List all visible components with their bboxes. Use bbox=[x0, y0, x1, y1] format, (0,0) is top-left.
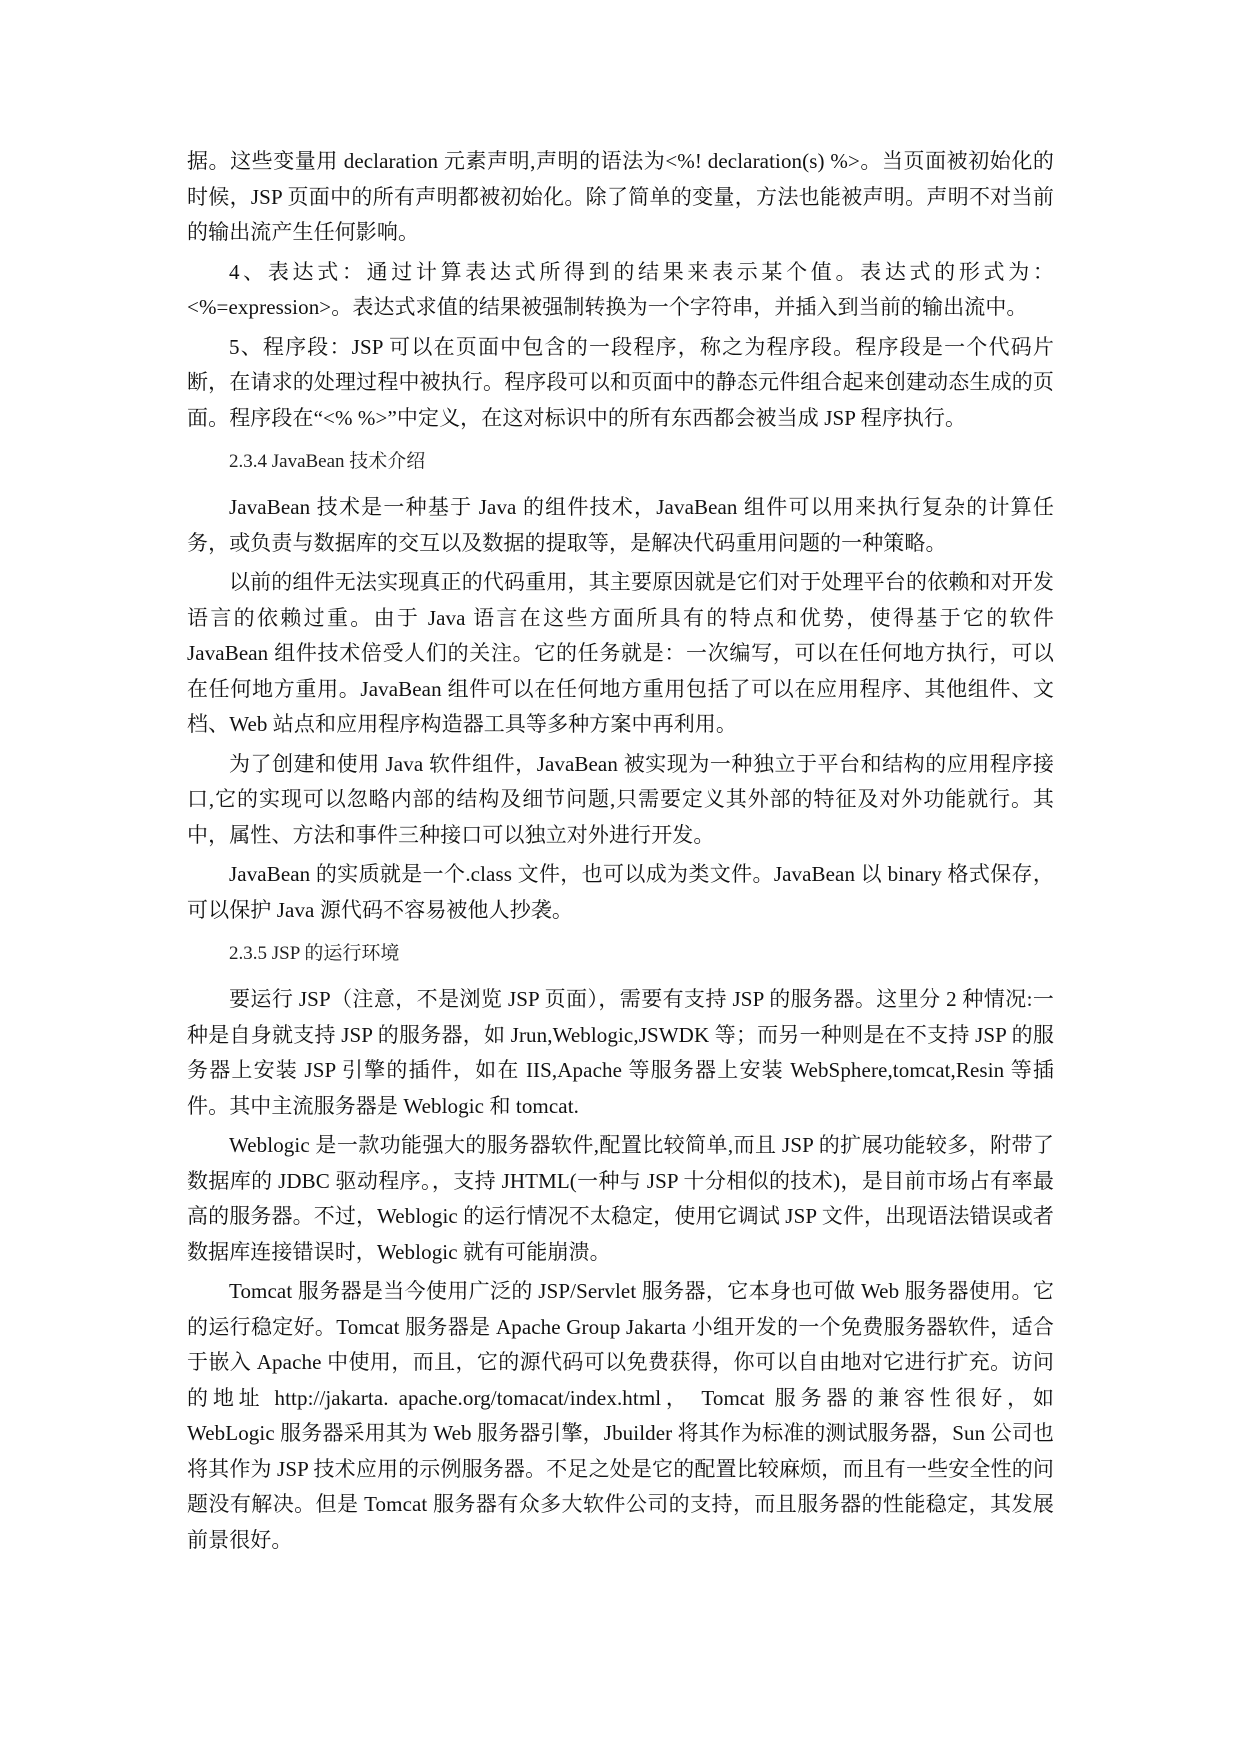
paragraph-declaration-continued: 据。这些变量用 declaration 元素声明,声明的语法为<%! declaration(s) %>。当页面被初始化的时候，JSP 页面中的所有声明都被初始化。除了简单的变量，方法也能被声明。声明不对当前的输出流产生任何影响。 bbox=[187, 149, 1054, 244]
paragraph-tomcat: Tomcat 服务器是当今使用广泛的 JSP/Servlet 服务器，它本身也可做 Web 服务器使用。它的运行稳定好。Tomcat 服务器是 Apache Group Jakarta 小组开发的一个免费服务器软件，适合于嵌入 Apache 中使用，而且，它的源代码可以免费获得，你可以自由地对它进行扩充。访问的地址 http://jakarta. apache.org/tomacat/index.html， Tomcat 服务器的兼容性很好，如 WebLogic 服务器采用其为 Web 服务器引擎，Jbuilder 将其作为标准的测试服务器，Sun 公司也将其作为 JSP 技术应用的示例服务器。不足之处是它的配置比较麻烦，而且有一些安全性的问题没有解决。但是 Tomcat 服务器有众多大软件公司的支持，而且服务器的性能稳定，其发展前景很好。 bbox=[187, 1279, 1054, 1552]
section-heading-jsp-environment: 2.3.5 JSP 的运行环境 bbox=[229, 943, 400, 964]
document-body bbox=[187, 144, 1054, 1562]
paragraph-javabean-intro: JavaBean 技术是一种基于 Java 的组件技术，JavaBean 组件可以用来执行复杂的计算任务，或负责与数据库的交互以及数据的提取等，是解决代码重用问题的一种策略。 bbox=[187, 495, 1054, 555]
paragraph-scriptlet: 5、程序段：JSP 可以在页面中包含的一段程序，称之为程序段。程序段是一个代码片断，在请求的处理过程中被执行。程序段可以和页面中的静态元件组合起来创建动态生成的页面。程序段在“<% %>”中定义，在这对标识中的所有东西都会被当成 JSP 程序执行。 bbox=[187, 334, 1054, 430]
paragraph-javabean-interface: 为了创建和使用 Java 软件组件，JavaBean 被实现为一种独立于平台和结构的应用程序接口,它的实现可以忽略内部的结构及细节问题,只需要定义其外部的特征及对外功能就行。其中，属性、方法和事件三种接口可以独立对外进行开发。 bbox=[187, 751, 1054, 847]
paragraph-weblogic: Weblogic 是一款功能强大的服务器软件,配置比较简单,而且 JSP 的扩展功能较多，附带了数据库的 JDBC 驱动程序。，支持 JHTML(一种与 JSP 十分相似的技术)，是目前市场占有率最高的服务器。不过，Weblogic 的运行情况不太稳定，使用它调试 JSP 文件，出现语法错误或者数据库连接错误时，Weblogic 就有可能崩溃。 bbox=[187, 1133, 1054, 1264]
paragraph-javabean-class-file: JavaBean 的实质就是一个.class 文件，也可以成为类文件。JavaBean 以 binary 格式保存，可以保护 Java 源代码不容易被他人抄袭。 bbox=[187, 862, 1054, 922]
paragraph-jsp-servers: 要运行 JSP（注意，不是浏览 JSP 页面），需要有支持 JSP 的服务器。这里分 2 种情况:一种是自身就支持 JSP 的服务器，如 Jrun,Weblogic,JSWDK 等；而另一种则是在不支持 JSP 的服务器上安装 JSP 引擎的插件，如在 IIS,Apache 等服务器上安装 WebSphere,tomcat,Resin 等插件。其中主流服务器是 Weblogic 和 tomcat. bbox=[187, 987, 1054, 1118]
section-heading-javabean: 2.3.4 JavaBean 技术介绍 bbox=[229, 451, 426, 472]
paragraph-javabean-reuse: 以前的组件无法实现真正的代码重用，其主要原因就是它们对于处理平台的依赖和对开发语言的依赖过重。由于 Java 语言在这些方面所具有的特点和优势，使得基于它的软件 JavaBean 组件技术倍受人们的关注。它的任务就是：一次编写，可以在任何地方执行，可以在任何地方重用。JavaBean 组件可以在任何地方重用包括了可以在应用程序、其他组件、文档、Web 站点和应用程序构造器工具等多种方案中再利用。 bbox=[187, 570, 1054, 736]
paragraph-expression: 4、表达式：通过计算表达式所得到的结果来表示某个值。表达式的形式为：<%=expression>。表达式求值的结果被强制转换为一个字符串，并插入到当前的输出流中。 bbox=[187, 259, 1054, 319]
